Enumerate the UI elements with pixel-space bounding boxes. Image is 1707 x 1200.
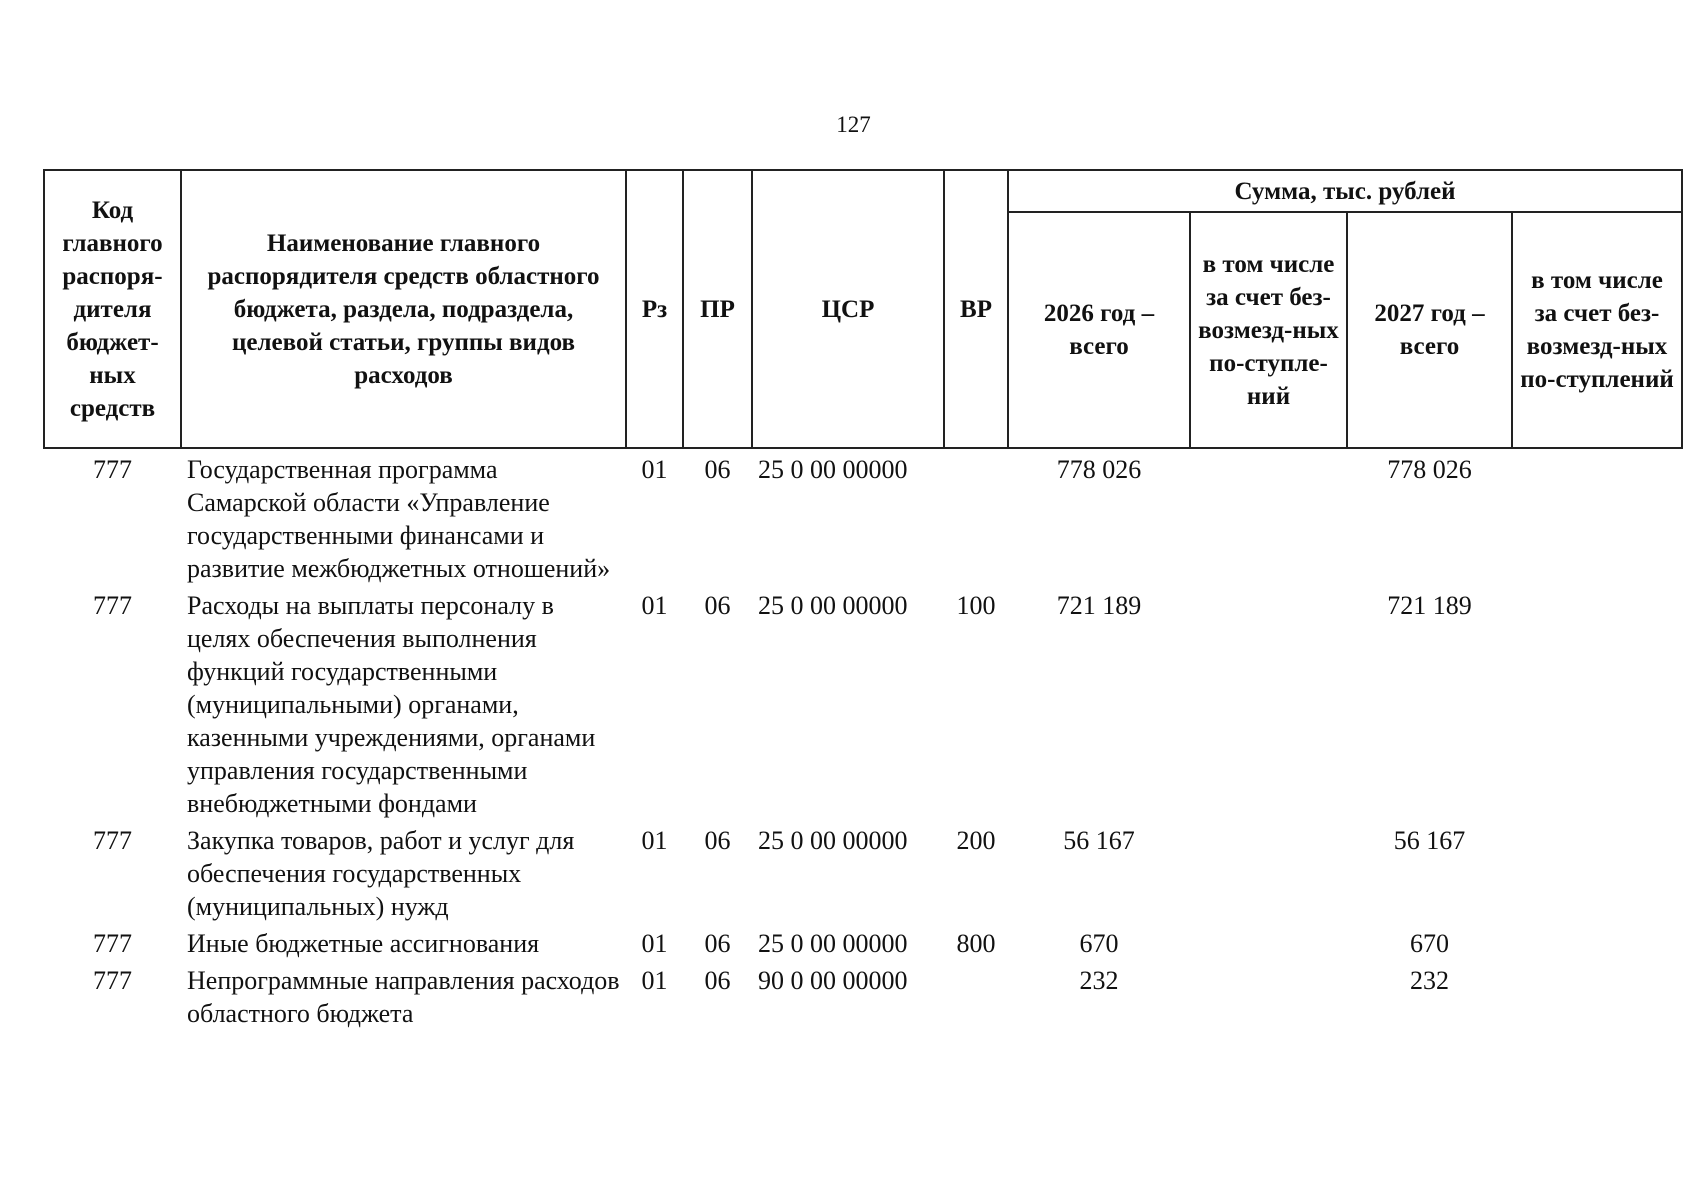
cell-rz: 01 <box>641 591 668 620</box>
cell-2026-total: 721 189 <box>1056 591 1142 620</box>
header-csr: ЦСР <box>752 170 944 448</box>
header-2027-total: 2027 год – всего <box>1347 212 1512 448</box>
cell-2027-total: 232 <box>1410 966 1449 995</box>
cell-2027-total: 56 167 <box>1393 826 1466 855</box>
cell-rz: 01 <box>641 929 668 958</box>
cell-pr: 06 <box>704 929 731 958</box>
header-code: Код главного распоря-дителя бюджет-ных средств <box>44 170 181 448</box>
cell-2026-total: 670 <box>1079 929 1119 958</box>
cell-pr: 06 <box>704 455 731 484</box>
cell-2026-grants <box>1190 448 1347 585</box>
cell-csr: 25 0 00 00000 <box>758 455 908 484</box>
table-row <box>44 960 1682 1030</box>
cell-2027-grants <box>1512 923 1682 960</box>
cell-2027-grants <box>1512 960 1682 1030</box>
cell-vr <box>944 960 1008 1030</box>
cell-2026-total: 56 167 <box>1063 826 1135 855</box>
cell-2027-grants <box>1512 585 1682 820</box>
cell-code: 777 <box>93 455 132 484</box>
cell-2027-grants <box>1512 448 1682 585</box>
cell-csr: 90 0 00 00000 <box>758 966 908 995</box>
cell-name: Расходы на выплаты персоналу в целях обеспечения выполнения функций государственными (муниципальными) органами, казенными учреждениями, органами управления государственными внебюджетными фондами <box>187 591 596 818</box>
cell-csr: 25 0 00 00000 <box>758 826 908 855</box>
cell-2027-grants <box>1512 820 1682 923</box>
header-2026-grants: в том числе за счет без-возмезд-ных по-ступле-ний <box>1190 212 1347 448</box>
cell-pr: 06 <box>704 966 731 995</box>
cell-2026-grants <box>1190 960 1347 1030</box>
table-row <box>44 448 1682 585</box>
cell-code: 777 <box>93 929 132 958</box>
table-body <box>44 448 1682 1030</box>
header-vr: ВР <box>944 170 1008 448</box>
cell-2026-grants <box>1190 585 1347 820</box>
cell-2026-grants <box>1190 820 1347 923</box>
cell-2027-total: 721 189 <box>1387 591 1472 620</box>
cell-rz: 01 <box>641 455 668 484</box>
cell-vr: 200 <box>956 826 996 855</box>
page-number: 127 <box>836 112 871 137</box>
cell-vr: 800 <box>956 929 996 958</box>
header-name: Наименование главного распорядителя средств областного бюджета, раздела, подраздела, целевой статьи, группы видов расходов <box>181 170 626 448</box>
table-row <box>44 820 1682 923</box>
cell-code: 777 <box>93 966 132 995</box>
cell-2026-total: 232 <box>1079 966 1119 995</box>
cell-name: Закупка товаров, работ и услуг для обеспечения государственных (муниципальных) нужд <box>187 826 575 921</box>
table-row <box>44 923 1682 960</box>
header-2027-grants: в том числе за счет без-возмезд-ных по-ступлений <box>1512 212 1682 448</box>
table-header <box>44 170 1682 448</box>
cell-csr: 25 0 00 00000 <box>758 929 908 958</box>
header-sum-group: Сумма, тыс. рублей <box>1008 170 1682 212</box>
header-rz: Рз <box>626 170 683 448</box>
cell-pr: 06 <box>704 591 731 620</box>
budget-table <box>43 169 1683 1030</box>
cell-name: Непрограммные направления расходов областного бюджета <box>187 966 620 1028</box>
cell-code: 777 <box>93 826 132 855</box>
cell-2027-total: 670 <box>1410 929 1449 958</box>
cell-2027-total: 778 026 <box>1387 455 1472 484</box>
header-pr: ПР <box>683 170 752 448</box>
table-row <box>44 585 1682 820</box>
cell-2026-grants <box>1190 923 1347 960</box>
cell-vr: 100 <box>956 591 996 620</box>
cell-vr <box>944 448 1008 585</box>
cell-name: Иные бюджетные ассигнования <box>187 929 540 958</box>
header-2026-total: 2026 год – всего <box>1008 212 1190 448</box>
cell-name: Государственная программа Самарской области «Управление государственными финансами и развитие межбюджетных отношений» <box>187 455 611 583</box>
cell-2026-total: 778 026 <box>1056 455 1142 484</box>
cell-rz: 01 <box>641 826 668 855</box>
cell-pr: 06 <box>704 826 731 855</box>
cell-csr: 25 0 00 00000 <box>758 591 908 620</box>
cell-rz: 01 <box>641 966 668 995</box>
cell-code: 777 <box>93 591 132 620</box>
